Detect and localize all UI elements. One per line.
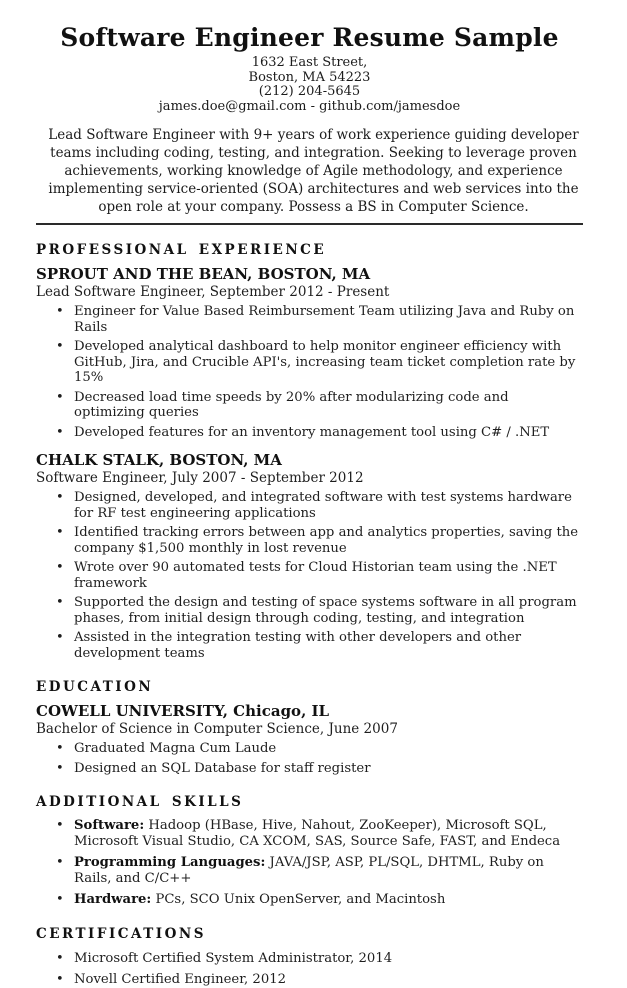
job-company: CHALK STALK, BOSTON, MA (36, 451, 282, 469)
contact-phone: (212) 204-5645 (258, 84, 361, 99)
skill-label: Software: (74, 818, 145, 833)
job-role-dates: Lead Software Engineer, September 2012 - Present (36, 284, 390, 300)
job-company: SPROUT AND THE BEAN, BOSTON, MA (36, 265, 371, 283)
bullet-item: • Supported the design and testing of space systems software in all program phases, from initial design through coding, testing, and integration (36, 595, 583, 626)
job-block-sprout (36, 266, 583, 440)
page-title: Software Engineer Resume Sample (60, 23, 559, 52)
contact-address-line1: 1632 East Street, (251, 55, 368, 70)
bullet-item: • Designed an SQL Database for staff register (36, 761, 583, 777)
section-divider (36, 223, 583, 225)
bullet-item: • Developed analytical dashboard to help monitor engineer efficiency with GitHub, Jira, and Crucible API's, increasing team ticket completion rate by 15% (36, 339, 583, 386)
section-heading-experience: PROFESSIONAL EXPERIENCE (36, 242, 327, 258)
bullet-item: • Microsoft Certified System Administrator, 2014 (36, 951, 583, 967)
skill-label: Programming Languages: (74, 855, 266, 870)
bullet-item: • Designed, developed, and integrated software with test systems hardware for RF test engineering applications (36, 490, 583, 521)
skill-item (36, 818, 583, 849)
job-bullet-list (36, 304, 583, 440)
contact-address-line2: Boston, MA 54223 (248, 69, 371, 85)
summary-paragraph: Lead Software Engineer with 9+ years of work experience guiding developer teams including coding, testing, and integration. Seeking to leverage proven achievements, working knowledge of Agile methodology, and experience implementing service-oriented (SOA) architectures and web services into the open role at your company. Possess a BS in Computer Science. (48, 127, 579, 215)
bullet-item: • Engineer for Value Based Reimbursement Team utilizing Java and Ruby on Rails (36, 304, 583, 335)
bullet-item: • Assisted in the integration testing with other developers and other development teams (36, 630, 583, 661)
job-bullet-list (36, 490, 583, 661)
section-heading-education: EDUCATION (36, 679, 154, 695)
bullet-item: • Identified tracking errors between app and analytics properties, saving the company $1,500 monthly in lost revenue (36, 525, 583, 556)
certifications-bullet-list (36, 951, 583, 988)
education-block (36, 703, 583, 776)
section-heading-certifications: CERTIFICATIONS (36, 925, 206, 942)
skill-label: Hardware: (74, 892, 152, 907)
skill-text: Hadoop (HBase, Hive, Nahout, ZooKeeper), Microsoft SQL, Microsoft Visual Studio, CA XCOM, SAS, Source Safe, FAST, and Endeca (74, 818, 561, 849)
skill-item (36, 892, 583, 908)
bullet-item: • Wrote over 90 automated tests for Cloud Historian team using the .NET framework (36, 560, 583, 591)
contact-block (36, 56, 583, 114)
education-bullet-list (36, 741, 583, 776)
bullet-item: • Developed features for an inventory management tool using C# / .NET (36, 425, 583, 441)
job-role-dates: Software Engineer, July 2007 - September 2012 (36, 470, 364, 486)
education-school: COWELL UNIVERSITY, Chicago, IL (36, 702, 330, 720)
bullet-item: • Graduated Magna Cum Laude (36, 741, 583, 757)
skill-item (36, 855, 583, 886)
contact-email-github: james.doe@gmail.com - github.com/jamesdoe (158, 98, 461, 114)
skill-text: PCs, SCO Unix OpenServer, and Macintosh (151, 892, 446, 907)
skills-bullet-list (36, 818, 583, 908)
bullet-item: • Decreased load time speeds by 20% after modularizing code and optimizing queries (36, 390, 583, 421)
education-degree: Bachelor of Science in Computer Science, June 2007 (36, 721, 398, 737)
job-block-chalk-stalk (36, 452, 583, 661)
section-heading-skills: ADDITIONAL SKILLS (36, 794, 244, 810)
bullet-item: • Novell Certified Engineer, 2012 (36, 972, 583, 988)
skill-text: JAVA/JSP, ASP, PL/SQL, DHTML, Ruby on Rails, and C/C++ (74, 855, 544, 886)
